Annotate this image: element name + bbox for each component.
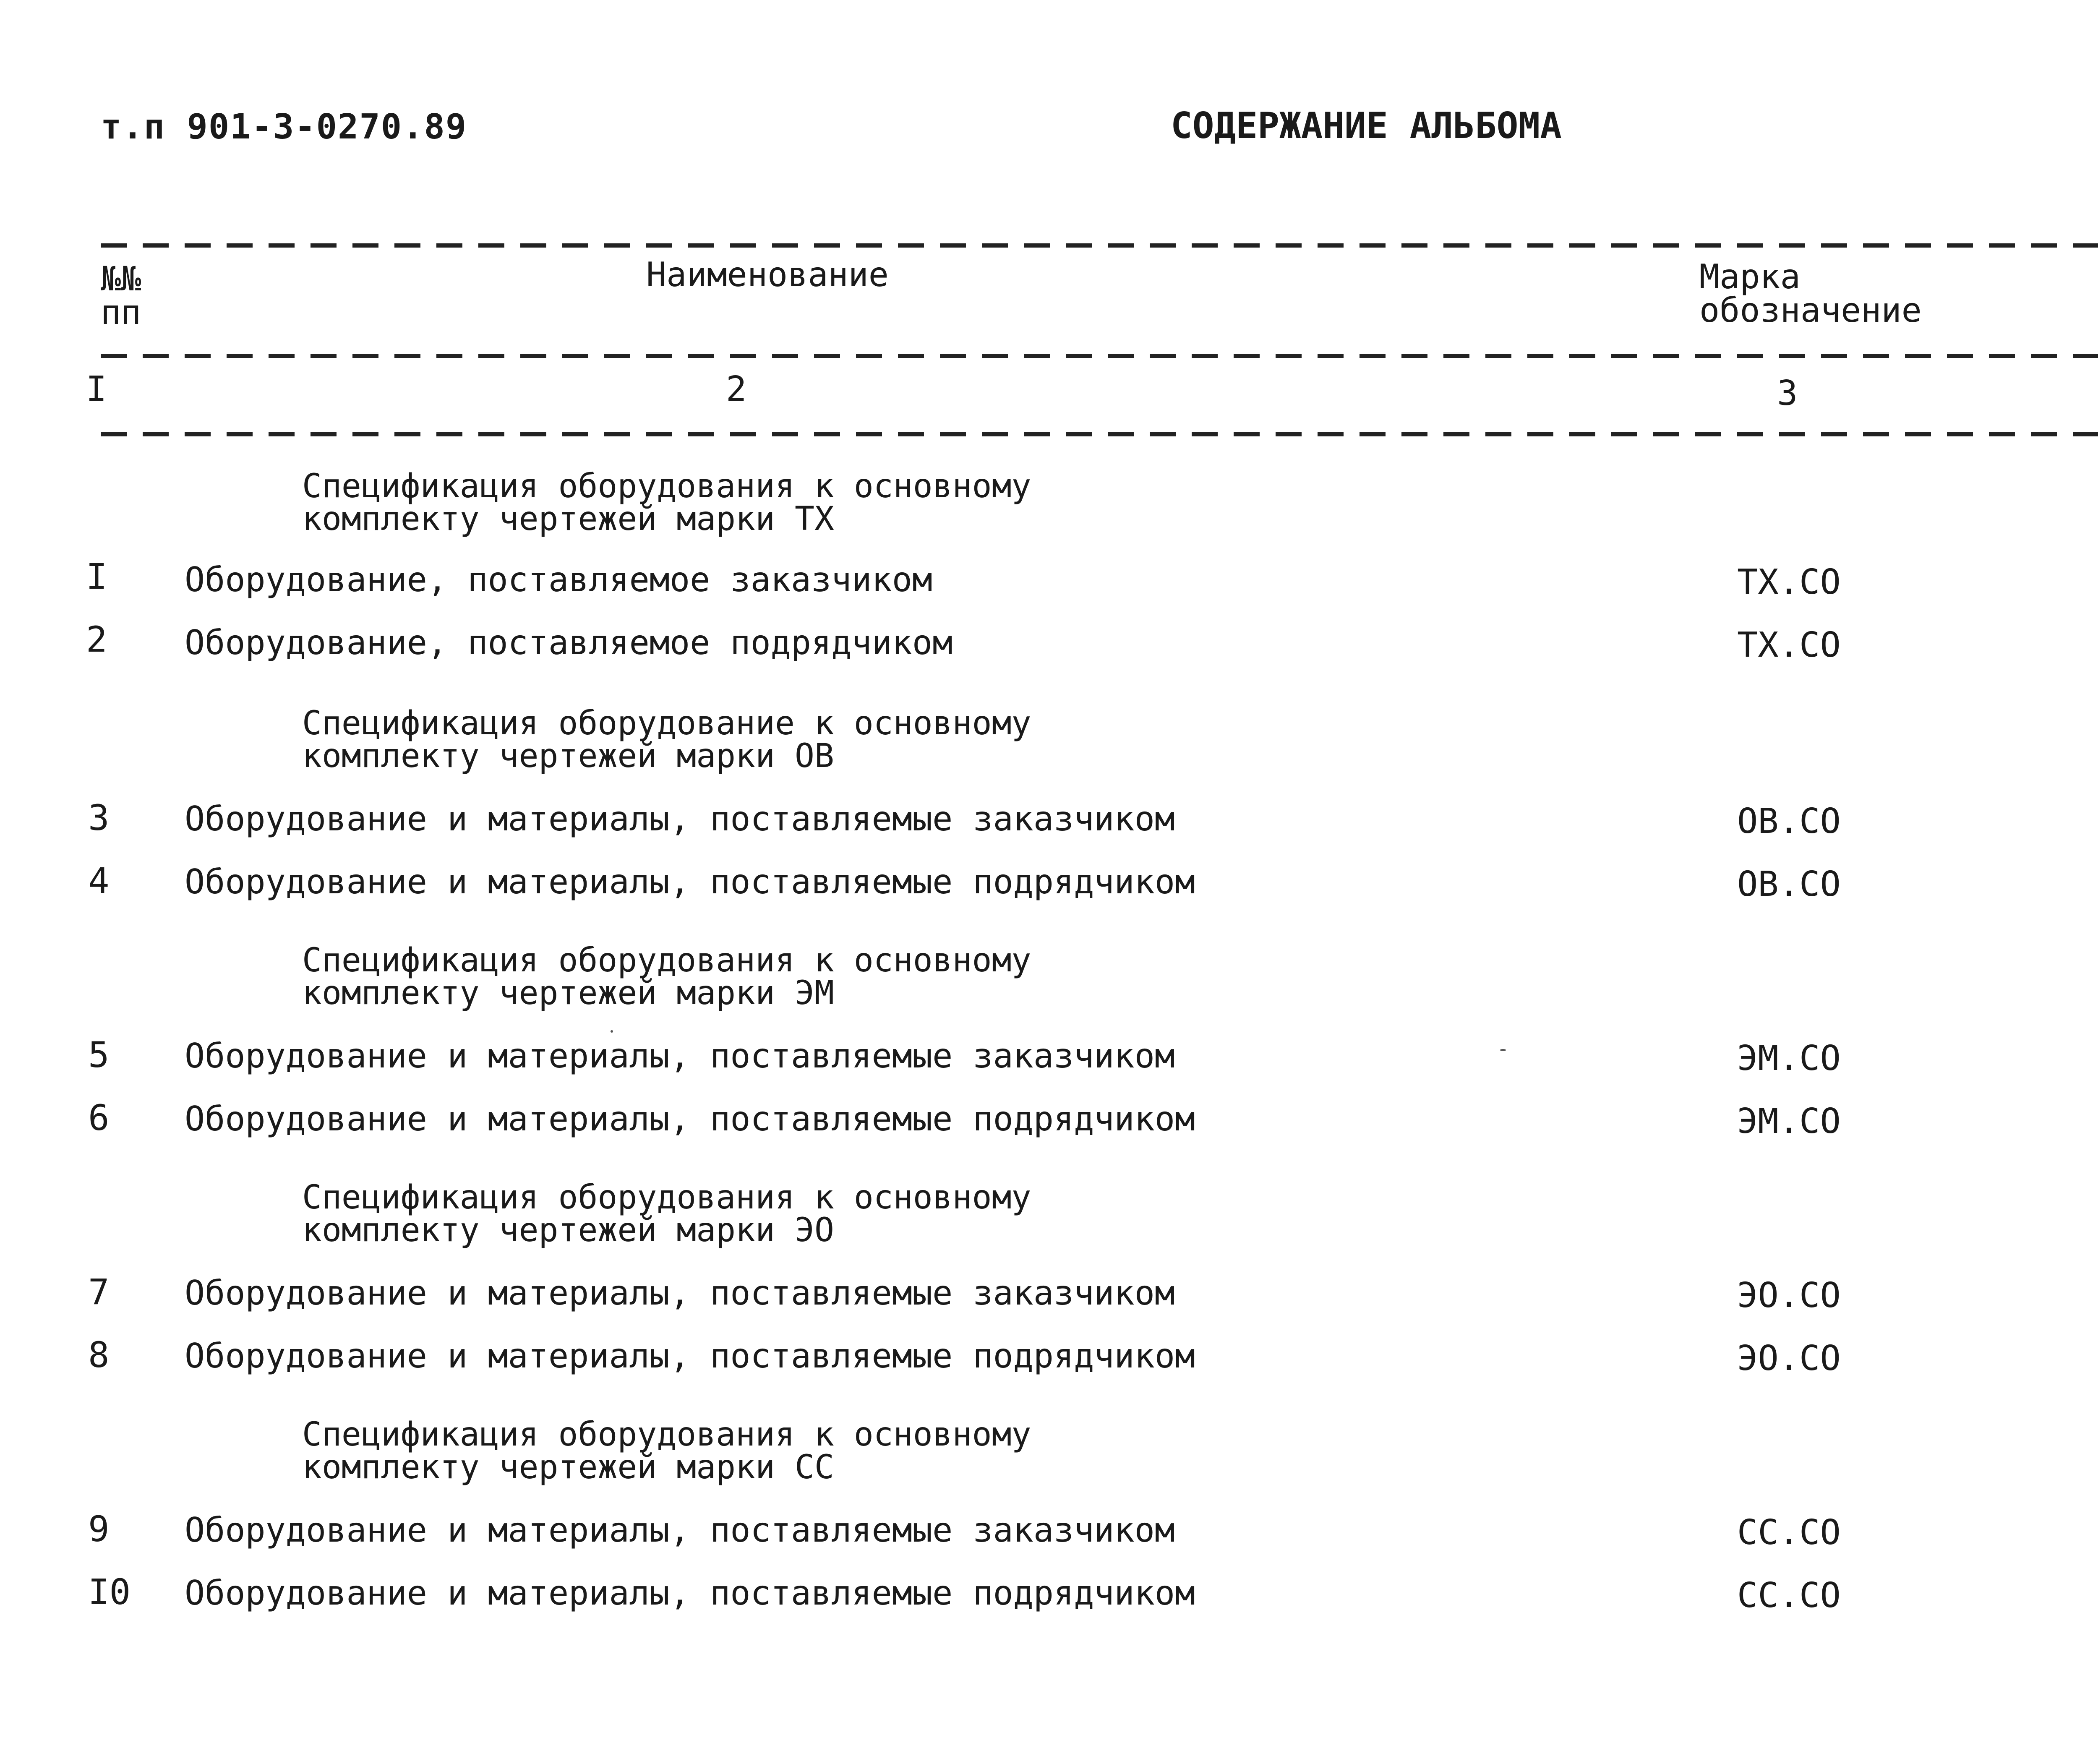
section-heading-line1: Спецификация оборудование к основному — [302, 705, 1031, 742]
column-numbers-rule — [101, 432, 2098, 436]
section-heading-line1: Спецификация оборудования к основному — [302, 1179, 1031, 1216]
row-mark: ЭО.СО — [1737, 1339, 1841, 1378]
row-name: Оборудование и материалы, поставляемые заказчиком — [185, 799, 1175, 838]
row-name: Оборудование и материалы, поставляемые подрядчиком — [185, 1099, 1195, 1138]
row-name: Оборудование и материалы, поставляемые заказчиком — [185, 1036, 1175, 1075]
row-name: Оборудование, поставляемое подрядчиком — [185, 623, 953, 662]
row-mark: СС.СО — [1737, 1513, 1841, 1553]
table-top-rule — [101, 243, 2098, 248]
column-header-number-line1: №№ — [101, 259, 141, 298]
section-heading-line1: Спецификация оборудования к основному — [302, 467, 1031, 505]
column-header-name: Наименование — [646, 255, 889, 294]
row-number: 7 — [88, 1271, 110, 1313]
row-name: Оборудование и материалы, поставляемые заказчиком — [185, 1273, 1175, 1313]
section-heading-line1: Спецификация оборудования к основному — [302, 942, 1031, 979]
row-number: 4 — [88, 860, 110, 901]
row-mark: ТХ.СО — [1737, 625, 1841, 665]
section-heading-line2: комплекту чертежей марки ТХ — [302, 500, 834, 538]
document-code: т.п 901-3-0270.89 — [101, 107, 467, 147]
row-number: 3 — [88, 797, 110, 838]
section-heading-line1: Спецификация оборудования к основному — [302, 1416, 1031, 1453]
row-number: 2 — [86, 619, 107, 660]
row-number: 6 — [88, 1097, 110, 1138]
section-heading-ss — [302, 1418, 1031, 1484]
section-heading-em — [302, 944, 1031, 1010]
row-number: 8 — [88, 1334, 110, 1375]
section-heading-tx — [302, 467, 1031, 538]
row-mark: ЭО.СО — [1737, 1276, 1841, 1315]
column-number-3: 3 — [1777, 373, 1798, 413]
row-mark: ОВ.СО — [1737, 801, 1841, 841]
row-name: Оборудование, поставляемое заказчиком — [185, 560, 933, 599]
row-number: 9 — [88, 1508, 110, 1550]
row-name: Оборудование и материалы, поставляемые подрядчиком — [185, 1336, 1195, 1375]
column-number-2: 2 — [726, 369, 747, 409]
column-header-mark — [1699, 257, 1922, 330]
row-number: 5 — [88, 1034, 110, 1075]
section-heading-eo — [302, 1181, 1031, 1247]
page-title: СОДЕРЖАНИЕ АЛЬБОМА — [1171, 105, 1562, 147]
header-bottom-rule — [101, 354, 2098, 358]
column-header-number — [101, 259, 141, 332]
row-number: I0 — [88, 1571, 131, 1613]
section-heading-line2: комплекту чертежей марки СС — [302, 1448, 834, 1486]
column-header-mark-line2: обозначение — [1699, 291, 1922, 330]
row-mark: ТХ.СО — [1737, 562, 1841, 602]
row-number: I — [86, 556, 107, 597]
row-mark: ОВ.СО — [1737, 864, 1841, 904]
section-heading-line2: комплекту чертежей марки ЭМ — [302, 974, 834, 1012]
row-name: Оборудование и материалы, поставляемые подрядчиком — [185, 1574, 1195, 1613]
scan-speck — [1500, 1049, 1506, 1051]
row-name: Оборудование и материалы, поставляемые заказчиком — [185, 1511, 1175, 1550]
row-mark: ЭМ.СО — [1737, 1101, 1841, 1141]
row-name: Оборудование и материалы, поставляемые подрядчиком — [185, 862, 1195, 901]
column-number-1: I — [86, 369, 107, 409]
section-heading-ov — [302, 705, 1031, 775]
section-heading-line2: комплекту чертежей марки ЭО — [302, 1211, 834, 1249]
column-header-number-line2: пп — [101, 293, 141, 332]
scan-speck — [611, 1030, 613, 1033]
column-header-mark-line1: Марка — [1699, 257, 1801, 296]
row-mark: ЭМ.СО — [1737, 1039, 1841, 1078]
row-mark: СС.СО — [1737, 1576, 1841, 1615]
section-heading-line2: комплекту чертежей марки ОВ — [302, 737, 834, 775]
